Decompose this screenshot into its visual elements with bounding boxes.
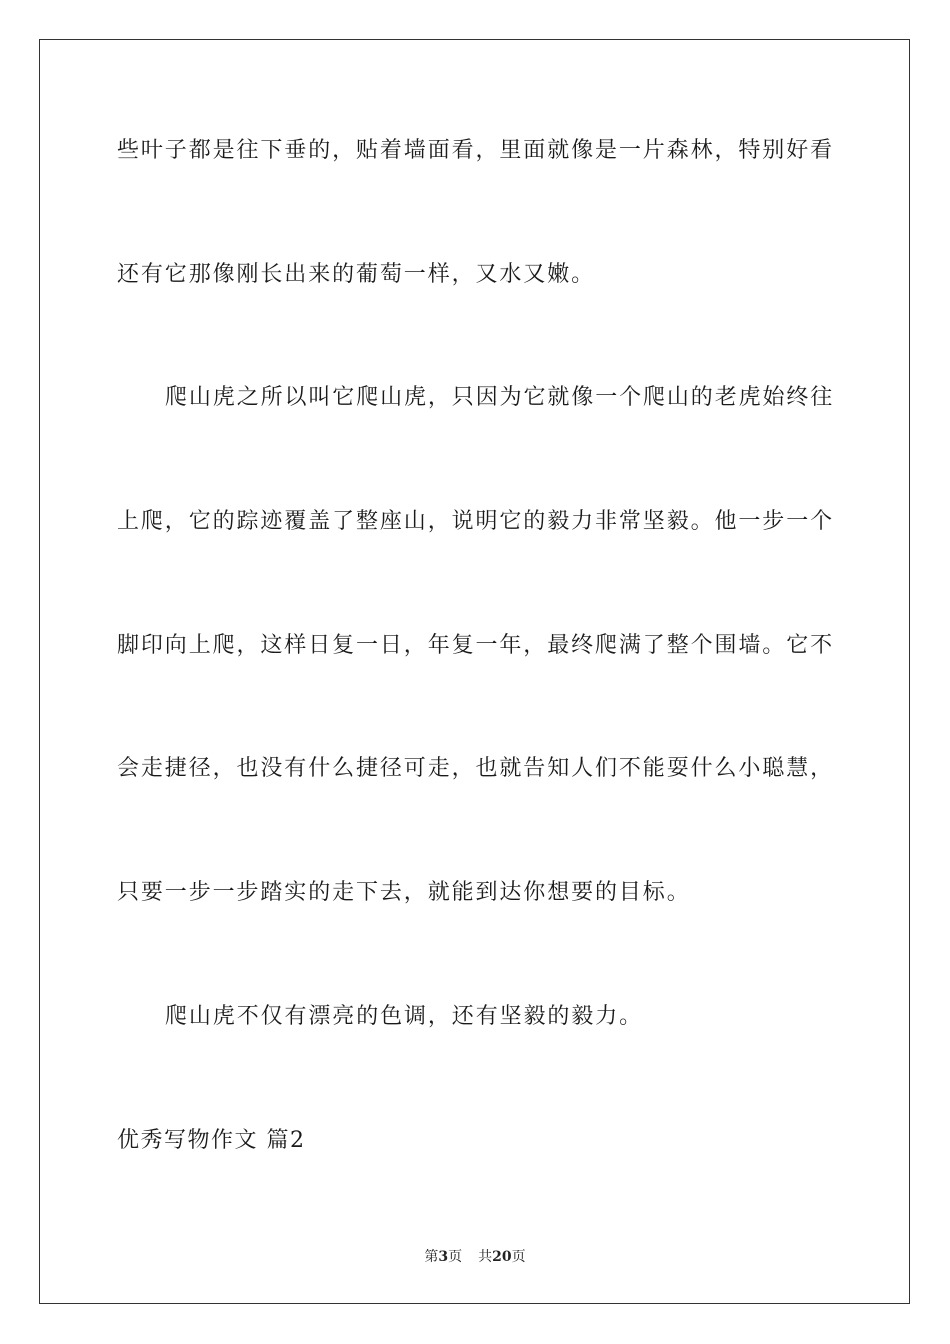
section-heading: 优秀写物作文 篇2	[117, 1128, 306, 1153]
paragraph-line-8: 爬山虎不仅有漂亮的色调，还有坚毅的毅力。	[165, 1004, 644, 1029]
page-border	[39, 39, 910, 1304]
footer-total-pages: 20	[492, 1249, 512, 1265]
footer-total-suffix: 页	[511, 1249, 526, 1265]
footer-page-prefix: 第	[424, 1249, 439, 1265]
paragraph-line-7: 只要一步一步踏实的走下去，就能到达你想要的目标。	[117, 880, 691, 905]
paragraph-line-1: 些叶子都是往下垂的，贴着墙面看，里面就像是一片森林，特别好看	[117, 138, 835, 163]
paragraph-line-6: 会走捷径，也没有什么捷径可走，也就告知人们不能耍什么小聪慧，	[117, 756, 835, 781]
paragraph-line-5: 脚印向上爬，这样日复一日，年复一年，最终爬满了整个围墙。它不	[117, 633, 835, 658]
paragraph-line-3: 爬山虎之所以叫它爬山虎，只因为它就像一个爬山的老虎始终往	[165, 385, 835, 410]
paragraph-line-4: 上爬，它的踪迹覆盖了整座山，说明它的毅力非常坚毅。他一步一个	[117, 509, 835, 534]
footer-page-number: 3	[438, 1249, 449, 1265]
footer-page-suffix: 页	[448, 1249, 463, 1265]
footer-total-prefix: 共	[478, 1249, 493, 1265]
page-footer	[0, 1248, 950, 1266]
paragraph-line-2: 还有它那像刚长出来的葡萄一样，又水又嫩。	[117, 262, 596, 287]
